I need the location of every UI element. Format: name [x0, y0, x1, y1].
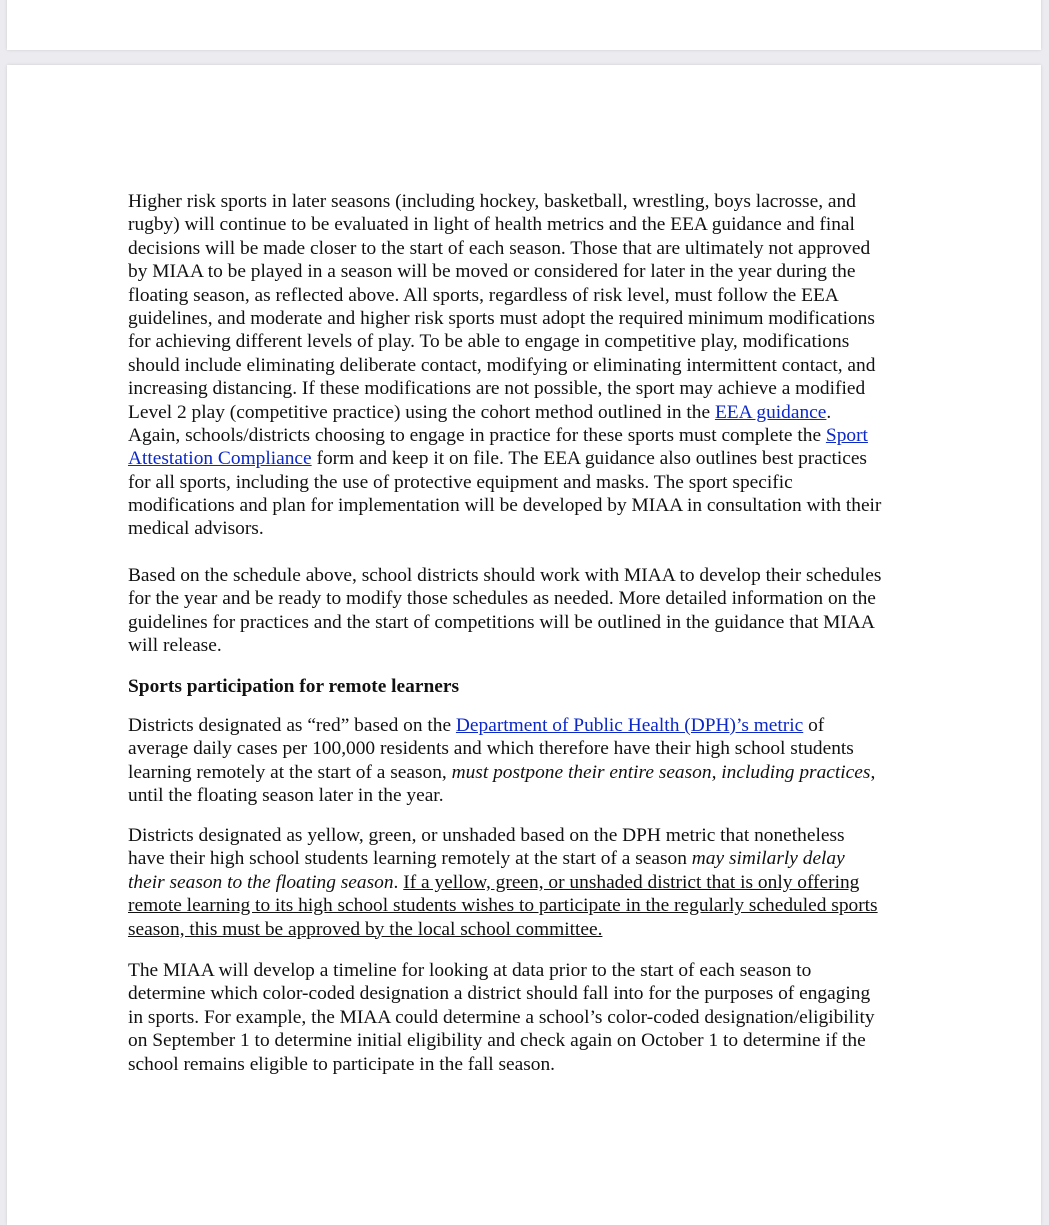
text: for the year and be ready to modify those schedules as needed. More detailed information on the — [128, 588, 876, 610]
text: Higher risk sports in later seasons (including hockey, basketball, wrestling, boys lacrosse, and — [128, 191, 856, 212]
text-line — [128, 587, 881, 610]
text-line — [128, 675, 459, 698]
italic-text: must postpone their entire season, including practices — [451, 761, 871, 783]
text-line — [128, 761, 875, 784]
hyperlink[interactable]: Department of Public Health (DPH)’s metric — [455, 715, 804, 736]
text-line — [128, 424, 881, 447]
text-line — [128, 307, 881, 330]
text: school remains eligible to participate in the fall season. — [128, 1053, 556, 1075]
text-line — [128, 611, 881, 634]
text-line — [128, 213, 881, 236]
text-line — [128, 714, 875, 737]
text-line — [128, 1006, 875, 1029]
text-line — [128, 894, 878, 917]
paragraph — [128, 714, 875, 808]
text: decisions will be made closer to the start of each season. Those that are ultimately not approved — [128, 237, 871, 259]
text: for all sports, including the use of protective equipment and masks. The sport specific — [128, 471, 793, 493]
text: of — [803, 715, 825, 736]
text: rugby) will continue to be evaluated in light of health metrics and the EEA guidance and final — [128, 214, 855, 236]
hyperlink[interactable]: EEA guidance — [714, 401, 827, 423]
text-line — [128, 494, 881, 517]
section-heading — [128, 675, 459, 698]
text: by MIAA to be played in a season will be moved or considered for later in the year during the — [128, 261, 856, 283]
text: increasing distancing. If these modifications are not possible, the sport may achieve a modified — [128, 378, 866, 400]
text: medical advisors. — [128, 518, 264, 540]
text: determine which color-coded designation a district should fall into for the purposes of engaging — [128, 983, 871, 1005]
text: floating season, as reflected above. All sports, regardless of risk level, must follow the EEA — [128, 284, 839, 306]
text-line — [128, 330, 881, 353]
text: have their high school students learning remotely at the start of a season — [128, 848, 692, 870]
text-line — [128, 982, 875, 1005]
text-line — [128, 517, 881, 540]
text-line — [128, 959, 875, 982]
text-line — [128, 918, 878, 941]
text: Districts designated as “red” based on the — [128, 715, 456, 736]
text-line — [128, 354, 881, 377]
text: guidelines, and moderate and higher risk sports must adopt the required minimum modifications — [128, 307, 875, 329]
document-page — [7, 65, 1041, 1225]
text: Again, schools/districts choosing to engage in practice for these sports must complete the — [128, 424, 826, 446]
hyperlink[interactable]: Attestation Compliance — [128, 448, 312, 470]
underlined-text: If a yellow, green, or unshaded district that is only offering — [403, 871, 860, 893]
text-line — [128, 1053, 875, 1076]
text-line — [128, 564, 881, 587]
text-line — [128, 847, 878, 870]
text-line — [128, 447, 881, 470]
text-line — [128, 284, 881, 307]
text: until the floating season later in the year. — [128, 785, 444, 807]
text-line — [128, 190, 881, 213]
hyperlink[interactable]: Sport — [825, 424, 868, 446]
paragraph — [128, 959, 875, 1076]
text: for achieving different levels of play. To be able to engage in competitive play, modifications — [128, 331, 850, 353]
text: guidelines for practices and the start of competitions will be outlined in the guidance that MIAA — [128, 611, 875, 633]
text-line — [128, 471, 881, 494]
underlined-text: remote learning to its high school students wishes to participate in the regularly scheduled sports — [128, 895, 878, 917]
text: form and keep it on file. The EEA guidance also outlines best practices — [311, 448, 867, 470]
paragraph — [128, 824, 878, 941]
text-line — [128, 824, 878, 847]
text: in sports. For example, the MIAA could determine a school’s color-coded designation/eligibility — [128, 1006, 875, 1028]
text-line — [128, 634, 881, 657]
text-line — [128, 737, 875, 760]
text-line — [128, 237, 881, 260]
text: will release. — [128, 635, 222, 657]
text: The MIAA will develop a timeline for looking at data prior to the start of each season to — [128, 960, 812, 981]
underlined-text: season, this must be approved by the local school committee. — [128, 918, 603, 940]
italic-text: may similarly delay — [691, 848, 845, 870]
text: . — [826, 401, 832, 423]
text: learning remotely at the start of a season, — [128, 761, 452, 783]
text: , — [870, 761, 876, 783]
text: Based on the schedule above, school districts should work with MIAA to develop their schedules — [128, 565, 882, 586]
text-line — [128, 784, 875, 807]
text-line — [128, 1029, 875, 1052]
paragraph — [128, 564, 881, 658]
paragraph — [128, 190, 881, 541]
text: average daily cases per 100,000 residents and which therefore have their high school students — [128, 738, 854, 760]
italic-text: their season to the floating season — [128, 871, 394, 893]
previous-page — [7, 0, 1041, 50]
text: Level 2 play (competitive practice) using the cohort method outlined in the — [128, 401, 715, 423]
text: . — [393, 871, 404, 893]
text-line — [128, 401, 881, 424]
text: Districts designated as yellow, green, or unshaded based on the DPH metric that nonetheless — [128, 825, 845, 846]
text-line — [128, 871, 878, 894]
text: modifications and plan for implementation will be developed by MIAA in consultation with their — [128, 495, 882, 517]
text: on September 1 to determine initial eligibility and check again on October 1 to determine if the — [128, 1030, 866, 1052]
text: Sports participation for remote learners — [128, 676, 460, 697]
text-line — [128, 377, 881, 400]
text-line — [128, 260, 881, 283]
text: should include eliminating deliberate contact, modifying or eliminating intermittent contact, and — [128, 354, 876, 376]
